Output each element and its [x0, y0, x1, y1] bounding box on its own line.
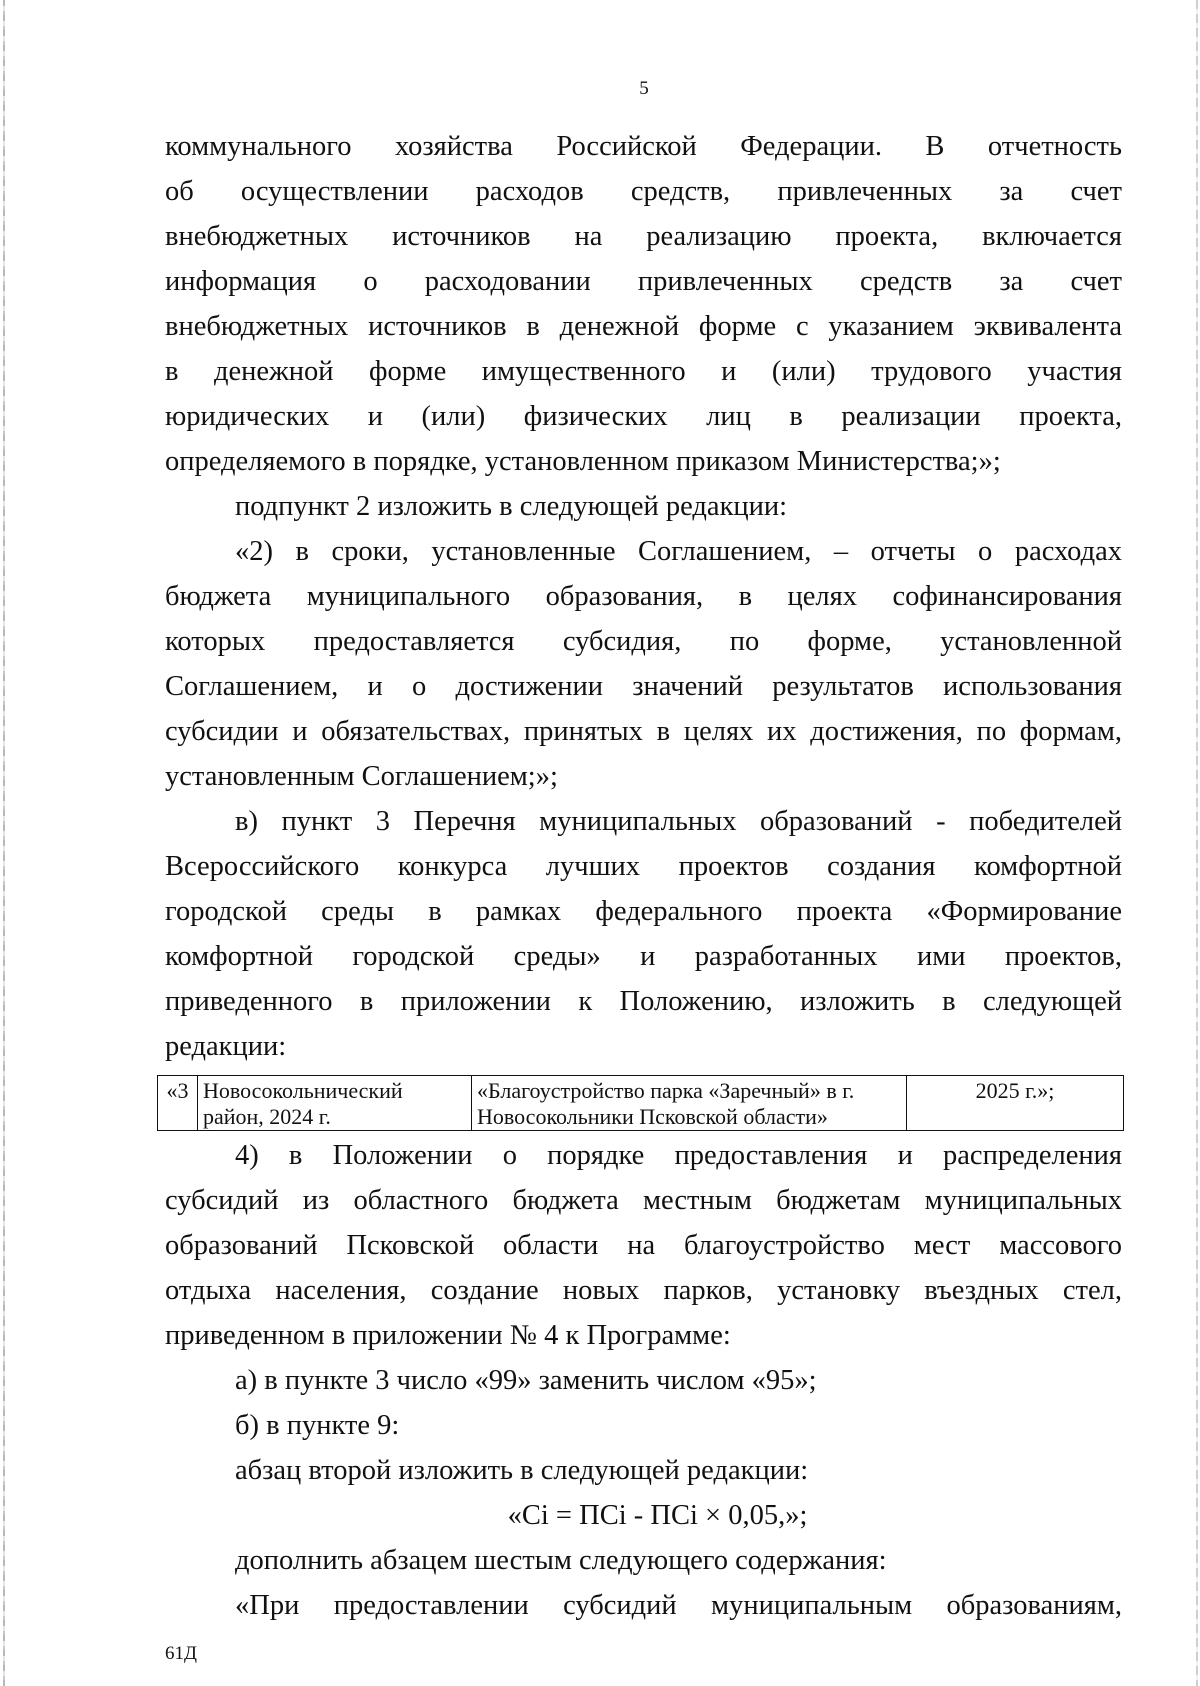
text-line: юридических и (или) физических лиц в реализации проекта,	[165, 401, 1122, 432]
paragraph-point-3	[165, 799, 1122, 1069]
text-line: субсидий из областного бюджета местным бюджетам муниципальных	[165, 1185, 1122, 1216]
paragraph-subpoint-2	[165, 529, 1122, 799]
cell-project	[472, 1076, 907, 1131]
text-line: Всероссийского конкурса лучших проектов создания комфортной	[165, 851, 1122, 882]
text-line: комфортной городской среды» и разработанных ими проектов,	[165, 941, 1122, 972]
text-line: коммунального хозяйства Российской Федерации. В отчетность	[165, 131, 1122, 162]
text-line: образований Псковской области на благоустройство мест массового	[165, 1230, 1122, 1261]
scan-edge-right	[1196, 0, 1198, 1686]
text-line: редакции:	[165, 1031, 287, 1062]
text-line: в денежной форме имущественного и (или) трудового участия	[165, 356, 1122, 387]
item-a: а) в пункте 3 число «99» заменить числом «95»;	[235, 1365, 817, 1396]
text-line: городской среды в рамках федерального проекта «Формирование	[165, 896, 1122, 927]
text-line: бюджета муниципального образования, в целях софинансирования	[165, 581, 1122, 612]
text-line: отдыха населения, создание новых парков, установку въездных стел,	[165, 1275, 1122, 1306]
text-line: информация о расходовании привлеченных средств за счет	[165, 266, 1122, 297]
text-line: субсидии и обязательствах, принятых в целях их достижения, по формам,	[165, 716, 1122, 747]
cell-year: 2025 г.»;	[907, 1076, 1124, 1131]
cell-number: «3	[158, 1076, 198, 1131]
cell-text: район, 2024 г.	[203, 1104, 331, 1129]
page-number: 5	[639, 78, 649, 99]
text-line: приведенного в приложении к Положению, изложить в следующей	[165, 986, 1122, 1017]
text-line: «2) в сроки, установленные Соглашением, – отчеты о расходах	[235, 536, 1122, 567]
footer-code: 61Д	[165, 1643, 197, 1664]
cell-municipality	[198, 1076, 472, 1131]
text-line: внебюджетных источников в денежной форме с указанием эквивалента	[165, 311, 1122, 342]
formula: «Ci = ПСi - ПСi × 0,05,»;	[507, 1500, 808, 1531]
text-line: «При предоставлении субсидий муниципальным образованиям,	[235, 1590, 1122, 1621]
subpoint-2-intro: подпункт 2 изложить в следующей редакции:	[235, 491, 788, 522]
text-line: определяемого в порядке, установленном приказом Министерства;»;	[165, 446, 1001, 477]
paragraph-2-intro: абзац второй изложить в следующей редакции:	[235, 1455, 809, 1486]
text-line: приведенном в приложении № 4 к Программе:	[165, 1320, 731, 1351]
winners-table	[157, 1075, 1124, 1131]
cell-text: Новосокольнический	[203, 1078, 403, 1103]
document-body	[165, 124, 1122, 1628]
item-b: б) в пункте 9:	[235, 1410, 400, 1441]
paragraph-point-4	[165, 1133, 1122, 1358]
scan-edge-left	[3, 0, 5, 1686]
text-line: 4) в Положении о порядке предоставления и распределения	[235, 1140, 1122, 1171]
text-line: внебюджетных источников на реализацию проекта, включается	[165, 221, 1122, 252]
paragraph-6-intro: дополнить абзацем шестым следующего содержания:	[235, 1545, 887, 1576]
text-line: в) пункт 3 Перечня муниципальных образований - победителей	[235, 806, 1122, 837]
paragraph-reporting	[165, 124, 1122, 484]
text-line: которых предоставляется субсидия, по форме, установленной	[165, 626, 1122, 657]
table-row	[158, 1076, 1124, 1131]
text-line: установленным Соглашением;»;	[165, 761, 558, 792]
text-line: Соглашением, и о достижении значений результатов использования	[165, 671, 1122, 702]
text-line: об осуществлении расходов средств, привлеченных за счет	[165, 176, 1122, 207]
cell-text: Новосокольники Псковской области»	[477, 1104, 828, 1129]
cell-text: «Благоустройство парка «Заречный» в г.	[477, 1078, 855, 1103]
